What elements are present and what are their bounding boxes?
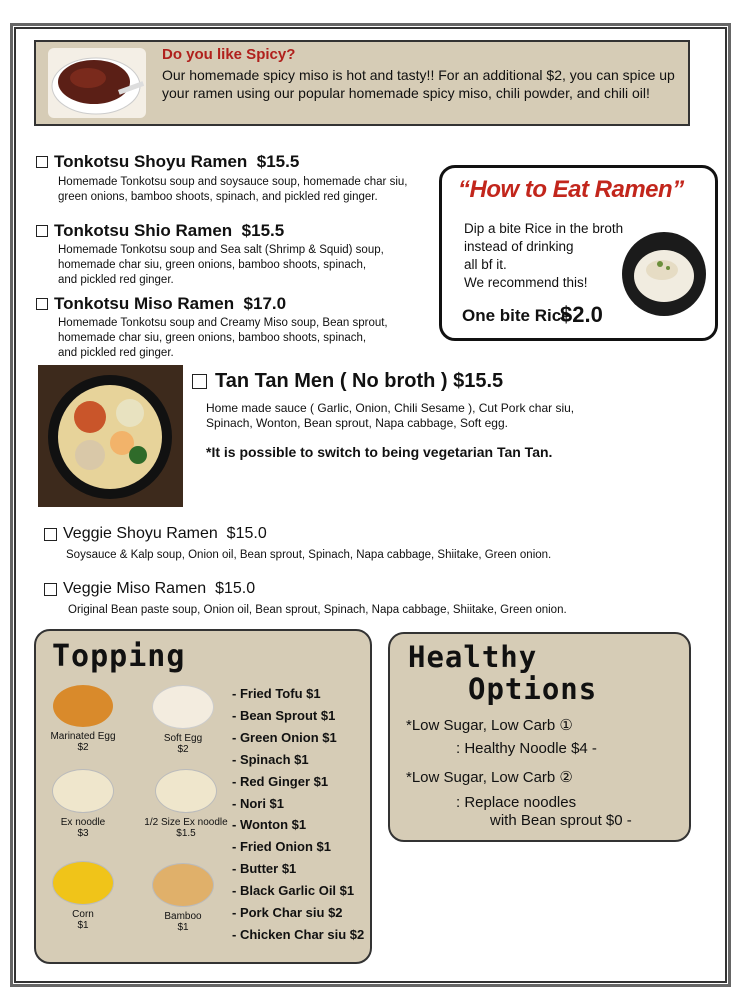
- topping-title: Topping: [52, 639, 186, 674]
- item-desc-line: and pickled red ginger.: [58, 347, 174, 359]
- topping-name: Marinated Egg: [50, 731, 116, 742]
- topping-price: $2: [177, 744, 189, 755]
- item-price: $15.0: [215, 580, 256, 597]
- spicy-miso-image: [48, 48, 146, 118]
- menu-item-tonkotsu-shio: [36, 221, 384, 288]
- topping-list-item: - Butter $1: [232, 861, 297, 877]
- topping-list-item: - Bean Sprout $1: [232, 707, 336, 723]
- tantan-men-image: [38, 365, 183, 507]
- topping-list-item: - Green Onion $1: [232, 729, 337, 745]
- spicy-text: Our homemade spicy miso is hot and tasty!! For an additional $2, you can spice up your ramen using our popular homemade spicy miso, chili powder, and chili oil!: [162, 67, 675, 101]
- topping-list-item: - Red Ginger $1: [232, 773, 329, 789]
- ex-noodle-image: [52, 769, 114, 813]
- rice-bowl-image: [616, 230, 712, 318]
- checkbox-icon[interactable]: [36, 298, 48, 310]
- item-name: Tan Tan Men ( No broth ) $15.5: [215, 370, 504, 392]
- topping-soft-egg: [148, 685, 218, 755]
- corn-image: [52, 861, 114, 905]
- item-desc-line: Home made sauce ( Garlic, Onion, Chili Sesame ), Cut Pork char siu,: [206, 401, 575, 415]
- howto-line: all bf it.: [464, 257, 507, 272]
- topping-price: $2: [77, 742, 89, 753]
- item-price: $15.5: [256, 152, 300, 171]
- item-desc-line: Original Bean paste soup, Onion oil, Bean sprout, Spinach, Napa cabbage, Shiitake, Green onion.: [68, 604, 567, 616]
- howto-line: We recommend this!: [464, 275, 588, 290]
- topping-name: Soft Egg: [163, 733, 203, 744]
- topping-list-item: - Fried Onion $1: [232, 839, 331, 855]
- checkbox-icon[interactable]: [36, 225, 48, 237]
- howto-line: instead of drinking: [464, 239, 574, 254]
- checkbox-icon[interactable]: [36, 156, 48, 168]
- item-price: $17.0: [243, 294, 287, 313]
- marinated-egg-image: [53, 685, 113, 727]
- menu-item-tonkotsu-shoyu: [36, 152, 407, 205]
- topping-price: $1.5: [176, 828, 196, 839]
- topping-list: [232, 683, 364, 946]
- topping-price: $3: [77, 828, 89, 839]
- item-name: Tonkotsu Miso Ramen: [54, 294, 235, 313]
- bamboo-image: [152, 863, 214, 907]
- topping-name: Bamboo: [164, 911, 202, 922]
- menu-item-veggie-shoyu: [44, 525, 551, 563]
- topping-list-item: - Nori $1: [232, 795, 285, 811]
- topping-list-item: - Wonton $1: [232, 817, 307, 833]
- item-desc-line: Homemade Tonkotsu soup and Creamy Miso soup, Bean sprout,: [58, 317, 388, 329]
- topping-price: $1: [77, 920, 89, 931]
- healthy-option-2: *Low Sugar, Low Carb ②: [406, 769, 573, 786]
- topping-bamboo: [148, 863, 218, 933]
- item-desc-line: Spinach, Wonton, Bean sprout, Napa cabbage, Soft egg.: [206, 416, 508, 430]
- topping-name: 1/2 Size Ex noodle: [144, 817, 228, 828]
- topping-price: $1: [177, 922, 189, 933]
- healthy-options-panel: [388, 632, 691, 842]
- item-desc-line: Soysauce & Kalp soup, Onion oil, Bean sprout, Spinach, Napa cabbage, Shiitake, Green onion.: [66, 549, 552, 561]
- topping-ex-noodle: [48, 769, 118, 839]
- one-bite-rice-label: One bite Rice: [462, 306, 571, 325]
- healthy-option-2-detail: : Replace noodles: [456, 794, 577, 811]
- checkbox-icon[interactable]: [44, 583, 57, 596]
- one-bite-rice-price: $2.0: [560, 302, 603, 327]
- menu-item-veggie-miso: [44, 580, 567, 618]
- topping-name: Ex noodle: [60, 817, 106, 828]
- topping-list-item: - Pork Char siu $2: [232, 905, 343, 921]
- topping-panel: [34, 629, 372, 964]
- how-to-eat-ramen-box: [439, 165, 718, 341]
- topping-list-item: - Spinach $1: [232, 751, 309, 767]
- howto-text: [464, 220, 634, 292]
- healthy-option-2-detail2: with Bean sprout $0 -: [490, 812, 632, 829]
- howto-line: Dip a bite Rice in the broth: [464, 221, 624, 236]
- item-desc-line: Homemade Tonkotsu soup and Sea salt (Shrimp & Squid) soup,: [58, 244, 384, 256]
- topping-list-item: - Chicken Char siu $2: [232, 926, 365, 942]
- item-name: Veggie Miso Ramen: [63, 580, 207, 597]
- item-desc-line: homemade char siu, green onions, bamboo shoots, spinach,: [58, 259, 367, 271]
- topping-marinated-egg: [48, 685, 118, 753]
- item-desc-line: homemade char siu, green onions, bamboo shoots, spinach,: [58, 332, 367, 344]
- topping-name: Corn: [72, 909, 94, 920]
- healthy-option-1-detail: : Healthy Noodle $4 -: [456, 740, 597, 757]
- topping-half-ex-noodle: [140, 769, 232, 839]
- checkbox-icon[interactable]: [192, 374, 207, 389]
- item-name: Tonkotsu Shio Ramen: [54, 221, 233, 240]
- item-desc-line: Homemade Tonkotsu soup and soysauce soup, homemade char siu,: [58, 176, 408, 188]
- topping-list-item: - Fried Tofu $1: [232, 686, 321, 701]
- item-name: Veggie Shoyu Ramen: [63, 525, 218, 542]
- healthy-title-line1: Healthy: [408, 640, 538, 674]
- healthy-option-1: *Low Sugar, Low Carb ①: [406, 717, 573, 734]
- healthy-title-line2: Options: [468, 672, 598, 706]
- menu-item-tonkotsu-miso: [36, 294, 388, 361]
- item-desc-line: and pickled red ginger.: [58, 274, 174, 286]
- howto-title: “How to Eat Ramen”: [458, 176, 684, 203]
- soft-egg-image: [152, 685, 214, 729]
- item-name: Tonkotsu Shoyu Ramen: [54, 152, 248, 171]
- tantan-desc: [206, 401, 626, 431]
- spicy-banner: [34, 40, 690, 126]
- item-price: $15.5: [241, 221, 285, 240]
- topping-list-item: - Black Garlic Oil $1: [232, 883, 355, 899]
- tantan-vegetarian-note: *It is possible to switch to being vegetarian Tan Tan.: [206, 444, 553, 460]
- tantan-men-title: [192, 370, 503, 393]
- topping-corn: [48, 861, 118, 931]
- checkbox-icon[interactable]: [44, 528, 57, 541]
- half-ex-noodle-image: [155, 769, 217, 813]
- item-desc-line: green onions, bamboo shoots, spinach, and pickled red ginger.: [58, 191, 378, 203]
- item-price: $15.0: [226, 525, 267, 542]
- spicy-title: Do you like Spicy?: [162, 46, 296, 63]
